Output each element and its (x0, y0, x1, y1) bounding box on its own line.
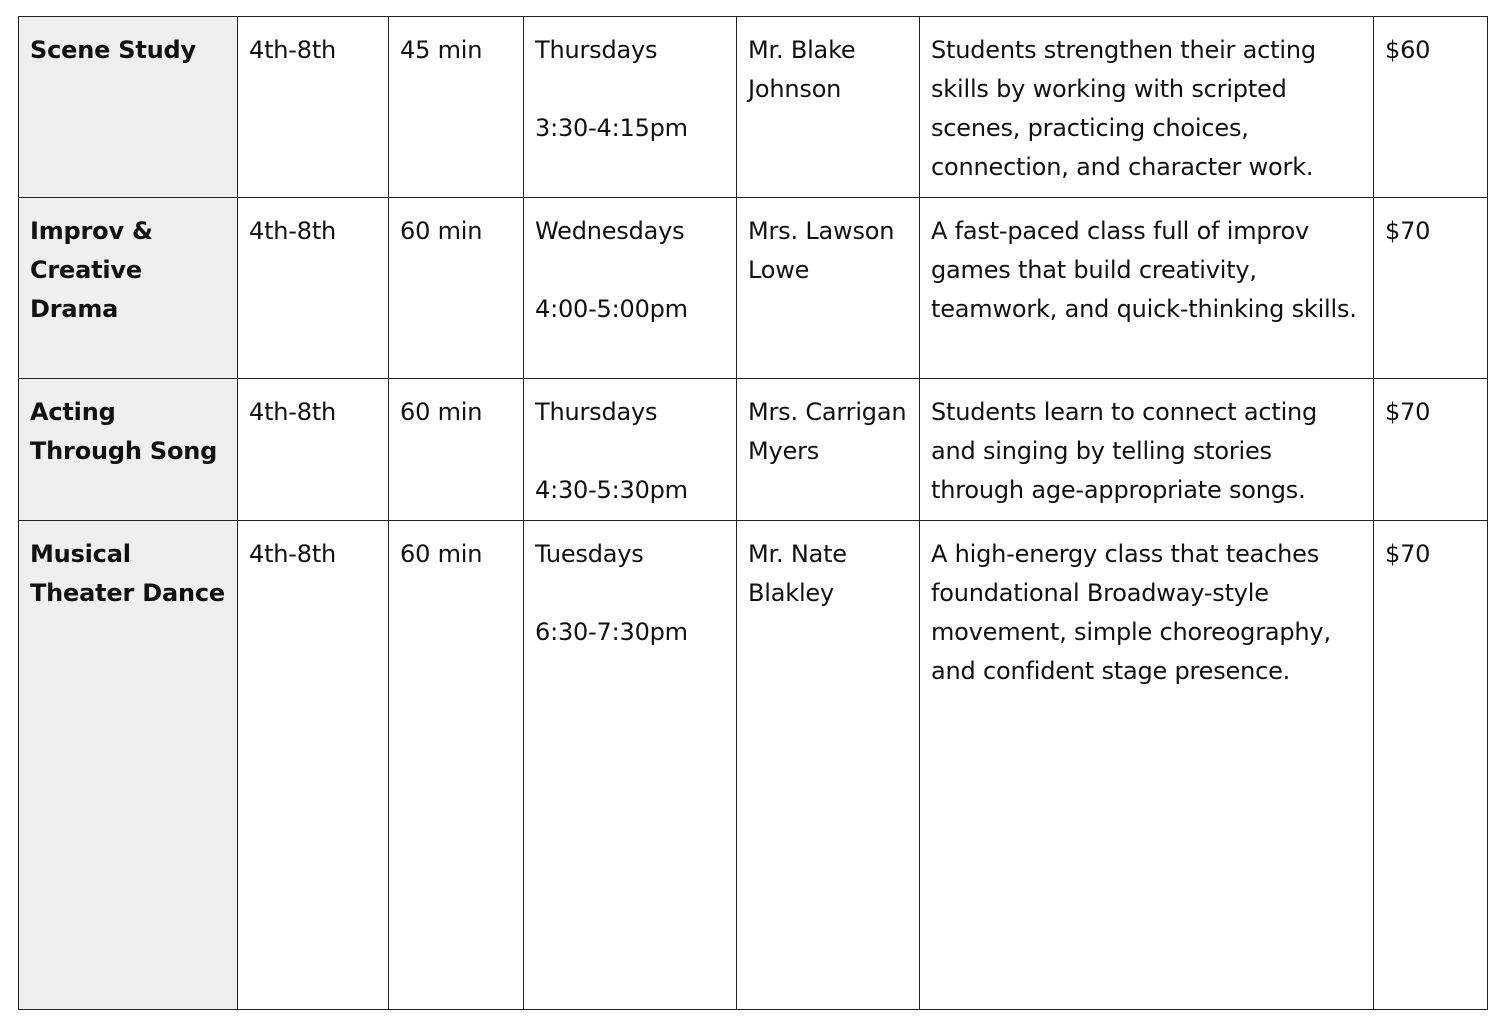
instructor-name: Mr. Blake Johnson (737, 17, 920, 198)
class-price: $70 (1374, 379, 1488, 521)
class-description: Students learn to connect acting and singing by telling stories through age-appropriate songs. (920, 379, 1374, 521)
table-row (19, 521, 1488, 1010)
class-name: Scene Study (19, 17, 238, 198)
table-row (19, 198, 1488, 379)
class-name: Musical Theater Dance (19, 521, 238, 1010)
class-price: $70 (1374, 198, 1488, 379)
schedule-cell (524, 198, 737, 379)
class-time: 6:30-7:30pm (535, 618, 688, 646)
instructor-name: Mrs. Carrigan Myers (737, 379, 920, 521)
class-day: Tuesdays (535, 540, 644, 568)
table-row (19, 17, 1488, 198)
class-day: Wednesdays (535, 217, 685, 245)
class-duration: 45 min (389, 17, 524, 198)
grade-range: 4th-8th (238, 379, 389, 521)
class-price: $70 (1374, 521, 1488, 1010)
class-description: Students strengthen their acting skills by working with scripted scenes, practicing choices, connection, and character work. (920, 17, 1374, 198)
grade-range: 4th-8th (238, 198, 389, 379)
class-description: A fast-paced class full of improv games that build creativity, teamwork, and quick-thinking skills. (920, 198, 1374, 379)
class-time: 4:30-5:30pm (535, 476, 688, 504)
instructor-name: Mrs. Lawson Lowe (737, 198, 920, 379)
grade-range: 4th-8th (238, 17, 389, 198)
table-row (19, 379, 1488, 521)
class-time: 3:30-4:15pm (535, 114, 688, 142)
class-price: $60 (1374, 17, 1488, 198)
class-name: Improv & Creative Drama (19, 198, 238, 379)
schedule-cell (524, 521, 737, 1010)
class-day: Thursdays (535, 398, 658, 426)
class-day: Thursdays (535, 36, 658, 64)
class-description: A high-energy class that teaches foundational Broadway-style movement, simple choreography, and confident stage presence. (920, 521, 1374, 1010)
class-duration: 60 min (389, 521, 524, 1010)
class-name: Acting Through Song (19, 379, 238, 521)
schedule-cell (524, 17, 737, 198)
class-duration: 60 min (389, 198, 524, 379)
instructor-name: Mr. Nate Blakley (737, 521, 920, 1010)
grade-range: 4th-8th (238, 521, 389, 1010)
class-schedule-table (18, 16, 1488, 1010)
schedule-cell (524, 379, 737, 521)
class-duration: 60 min (389, 379, 524, 521)
class-time: 4:00-5:00pm (535, 295, 688, 323)
